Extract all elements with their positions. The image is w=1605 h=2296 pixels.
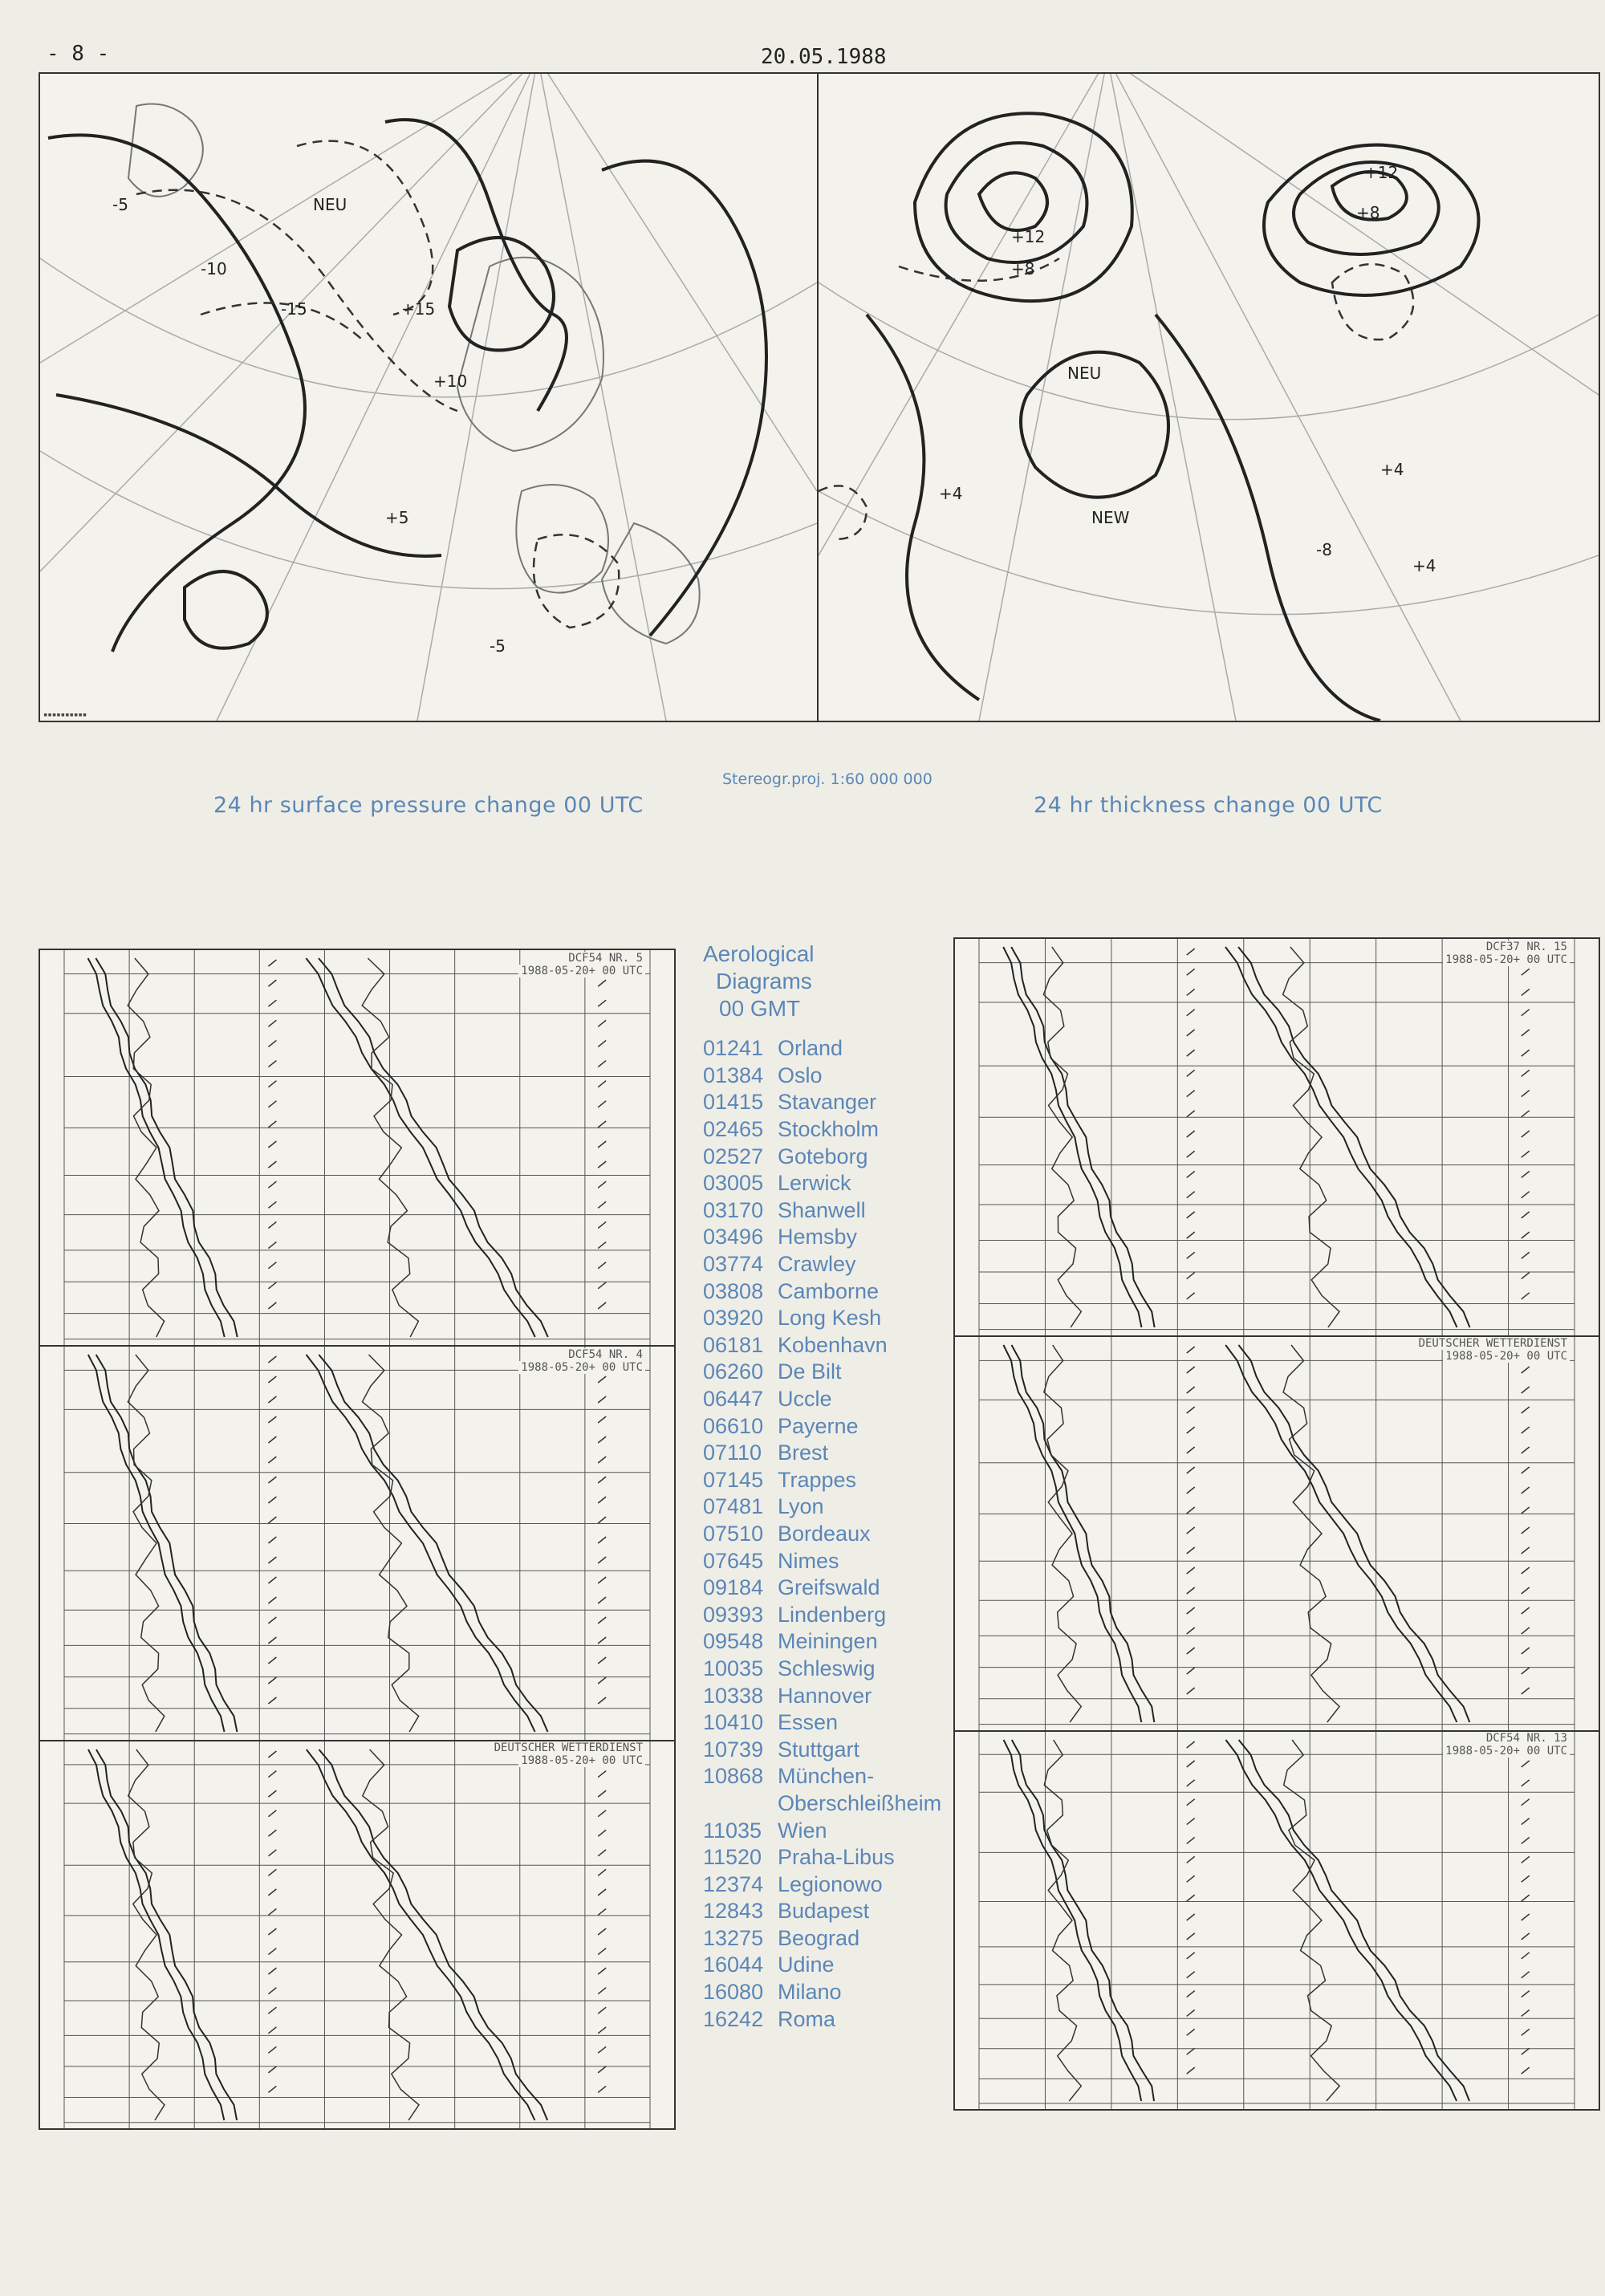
station-name: Stavanger — [778, 1090, 877, 1115]
station-id: 12374 — [703, 1871, 764, 1896]
station-id: 03496 — [703, 1225, 764, 1250]
station-row — [703, 1412, 960, 1440]
station-id: 02465 — [703, 1117, 764, 1142]
station-id: 07145 — [703, 1467, 764, 1492]
station-name: Lerwick — [778, 1171, 851, 1196]
aero-diagram-2 — [39, 1345, 676, 1741]
svg-text:NEU: NEU — [313, 195, 347, 214]
station-name: Roma — [778, 2006, 836, 2031]
diagram-tag: DCF54 NR. 5 — [566, 952, 645, 965]
svg-text:+10: +10 — [433, 372, 468, 391]
station-id: 06447 — [703, 1387, 764, 1412]
page-number: - 8 - — [47, 42, 110, 66]
station-row — [703, 1871, 960, 1898]
station-id: 10868 — [703, 1764, 764, 1789]
station-row — [703, 1521, 960, 1548]
station-name: Crawley — [778, 1252, 856, 1277]
aerological-title-line2: Diagrams — [716, 969, 812, 994]
station-id: 02527 — [703, 1144, 764, 1168]
station-name: Essen — [778, 1710, 839, 1735]
svg-text:+8: +8 — [1011, 259, 1035, 278]
station-row — [703, 1143, 960, 1170]
diagram-stamp: 1988-05-20+ 00 UTC — [518, 1361, 645, 1374]
diagram-grid — [955, 1337, 1599, 1730]
svg-text:NEW: NEW — [1091, 508, 1130, 527]
svg-text:+12: +12 — [1364, 163, 1399, 182]
station-row — [703, 2005, 960, 2033]
station-name: Beograd — [778, 1925, 860, 1950]
station-name: Kobenhavn — [778, 1332, 888, 1357]
station-list — [703, 1035, 960, 2033]
station-row — [703, 1278, 960, 1305]
svg-text:+5: +5 — [385, 508, 409, 527]
station-row — [703, 1628, 960, 1656]
station-row — [703, 1898, 960, 1925]
station-id: 09184 — [703, 1575, 764, 1600]
aerological-title-line3: 00 GMT — [719, 996, 801, 1021]
svg-text:+8: +8 — [1356, 203, 1380, 222]
station-row — [703, 1251, 960, 1278]
surface-pressure-change-map — [39, 72, 819, 722]
station-name: Shanwell — [778, 1197, 866, 1222]
station-name: Camborne — [778, 1278, 880, 1303]
station-row — [703, 1063, 960, 1090]
diagram-grid — [40, 950, 674, 1345]
station-id: 13275 — [703, 1925, 764, 1950]
station-id: 16242 — [703, 2006, 764, 2031]
aero-diagram-5 — [953, 1335, 1600, 1732]
station-name: Meiningen — [778, 1629, 878, 1654]
station-id: 10739 — [703, 1737, 764, 1762]
station-row — [703, 1736, 960, 1763]
station-row — [703, 1547, 960, 1575]
station-name: Long Kesh — [778, 1306, 882, 1331]
station-name: Orland — [778, 1036, 843, 1061]
station-row — [703, 1493, 960, 1521]
station-id: 01415 — [703, 1090, 764, 1115]
svg-text:+4: +4 — [1380, 460, 1404, 479]
station-id: 10410 — [703, 1710, 764, 1735]
svg-text:-8: -8 — [1316, 540, 1332, 559]
station-name: Legionowo — [778, 1871, 883, 1896]
aero-diagram-3 — [39, 1740, 676, 2130]
station-id: 11520 — [703, 1845, 762, 1870]
diagram-tag: DCF37 NR. 15 — [1484, 941, 1570, 953]
station-id: 07110 — [703, 1441, 762, 1465]
station-id: 03808 — [703, 1278, 764, 1303]
diagram-tag: DEUTSCHER WETTERDIENST — [492, 1741, 645, 1754]
diagram-grid — [40, 1741, 674, 2128]
station-row — [703, 1656, 960, 1683]
aerological-title — [703, 941, 815, 1022]
station-id: 03920 — [703, 1306, 764, 1331]
right-map-caption: 24 hr thickness change 00 UTC — [1034, 793, 1383, 818]
station-row — [703, 1359, 960, 1386]
diagram-grid — [40, 1347, 674, 1740]
station-name: München- — [778, 1764, 875, 1789]
svg-text:-10: -10 — [201, 259, 227, 278]
station-row — [703, 1709, 960, 1737]
station-row — [703, 1440, 960, 1467]
station-name: Budapest — [778, 1899, 870, 1924]
station-name: Stuttgart — [778, 1737, 860, 1762]
left-map-caption: 24 hr surface pressure change 00 UTC — [213, 793, 644, 818]
station-name: De Bilt — [778, 1359, 842, 1384]
station-row — [703, 1197, 960, 1225]
station-name: Praha-Libus — [778, 1845, 895, 1870]
station-name: Oberschleißheim — [778, 1790, 942, 1815]
aero-diagram-6 — [953, 1730, 1600, 2111]
map-source-note: ▪▪▪▪▪▪▪▪▪▪ — [43, 711, 87, 719]
station-row — [703, 1170, 960, 1197]
station-name: Hannover — [778, 1683, 872, 1708]
station-id: 06610 — [703, 1413, 764, 1438]
station-id: 10035 — [703, 1656, 764, 1680]
station-name: Bordeaux — [778, 1521, 871, 1546]
station-name: Stockholm — [778, 1117, 880, 1142]
svg-text:+4: +4 — [1412, 556, 1436, 575]
station-id: 16044 — [703, 1953, 764, 1977]
thickness-change-map — [817, 72, 1600, 722]
station-row — [703, 1089, 960, 1116]
station-id: 03774 — [703, 1252, 764, 1277]
station-name: Goteborg — [778, 1144, 868, 1168]
station-row — [703, 1790, 960, 1818]
station-id: 03170 — [703, 1197, 764, 1222]
station-name: Milano — [778, 1980, 842, 2005]
station-name: Oslo — [778, 1063, 823, 1087]
station-row — [703, 1844, 960, 1871]
station-id: 01241 — [703, 1036, 764, 1061]
diagram-tag: DEUTSCHER WETTERDIENST — [1416, 1337, 1570, 1350]
station-id: 06260 — [703, 1359, 764, 1384]
station-row — [703, 1467, 960, 1494]
station-row — [703, 1332, 960, 1359]
station-id: 10338 — [703, 1683, 764, 1708]
station-row — [703, 1305, 960, 1332]
station-name: Udine — [778, 1953, 835, 1977]
station-id: 06181 — [703, 1332, 764, 1357]
station-name: Uccle — [778, 1387, 832, 1412]
station-row — [703, 1601, 960, 1628]
svg-text:-5: -5 — [490, 636, 506, 656]
station-id: 03005 — [703, 1171, 764, 1196]
station-id: 07645 — [703, 1548, 764, 1573]
station-name: Schleswig — [778, 1656, 876, 1680]
diagram-grid — [955, 1732, 1599, 2109]
station-name: Lindenberg — [778, 1602, 887, 1627]
station-name: Lyon — [778, 1494, 824, 1519]
station-name: Payerne — [778, 1413, 859, 1438]
diagram-stamp: 1988-05-20+ 00 UTC — [1443, 1350, 1570, 1363]
station-row — [703, 1952, 960, 1979]
station-name: Wien — [778, 1818, 827, 1843]
diagram-stamp: 1988-05-20+ 00 UTC — [518, 1754, 645, 1767]
aero-diagram-4 — [953, 937, 1600, 1337]
station-row — [703, 1763, 960, 1790]
station-id: 12843 — [703, 1899, 764, 1924]
station-id: 07481 — [703, 1494, 764, 1519]
diagram-tag: DCF54 NR. 4 — [566, 1348, 645, 1361]
station-row — [703, 1224, 960, 1251]
station-name: Trappes — [778, 1467, 857, 1492]
svg-text:+15: +15 — [401, 299, 436, 319]
station-name: Nimes — [778, 1548, 839, 1573]
station-id: 09548 — [703, 1629, 764, 1654]
station-row — [703, 1925, 960, 1953]
svg-text:-5: -5 — [112, 195, 128, 214]
diagram-stamp: 1988-05-20+ 00 UTC — [1443, 1745, 1570, 1758]
page-date: 20.05.1988 — [761, 45, 887, 69]
diagram-tag: DCF54 NR. 13 — [1484, 1732, 1570, 1745]
diagram-stamp: 1988-05-20+ 00 UTC — [1443, 953, 1570, 966]
svg-text:+12: +12 — [1011, 227, 1046, 246]
station-row — [703, 1817, 960, 1844]
svg-text:-15: -15 — [281, 299, 307, 319]
station-name: Brest — [778, 1441, 829, 1465]
svg-text:+4: +4 — [939, 484, 963, 503]
projection-note: Stereogr.proj. 1:60 000 000 — [722, 770, 933, 788]
diagram-stamp: 1988-05-20+ 00 UTC — [518, 965, 645, 977]
diagram-grid — [955, 939, 1599, 1335]
surface-pressure-map-graphic — [40, 74, 817, 721]
station-name: Greifswald — [778, 1575, 880, 1600]
station-name: Hemsby — [778, 1225, 858, 1250]
station-row — [703, 1116, 960, 1144]
aero-diagram-1 — [39, 949, 676, 1347]
station-row — [703, 1386, 960, 1413]
thickness-map-graphic — [819, 74, 1599, 721]
station-row — [703, 1575, 960, 1602]
station-id: 01384 — [703, 1063, 764, 1087]
station-id: 11035 — [703, 1818, 762, 1843]
station-id: 09393 — [703, 1602, 764, 1627]
station-id: 07510 — [703, 1521, 764, 1546]
aerological-title-line1: Aerological — [703, 941, 815, 966]
station-row — [703, 1035, 960, 1063]
svg-text:NEU: NEU — [1067, 364, 1102, 383]
station-row — [703, 1682, 960, 1709]
station-id: 16080 — [703, 1980, 764, 2005]
station-row — [703, 1979, 960, 2006]
